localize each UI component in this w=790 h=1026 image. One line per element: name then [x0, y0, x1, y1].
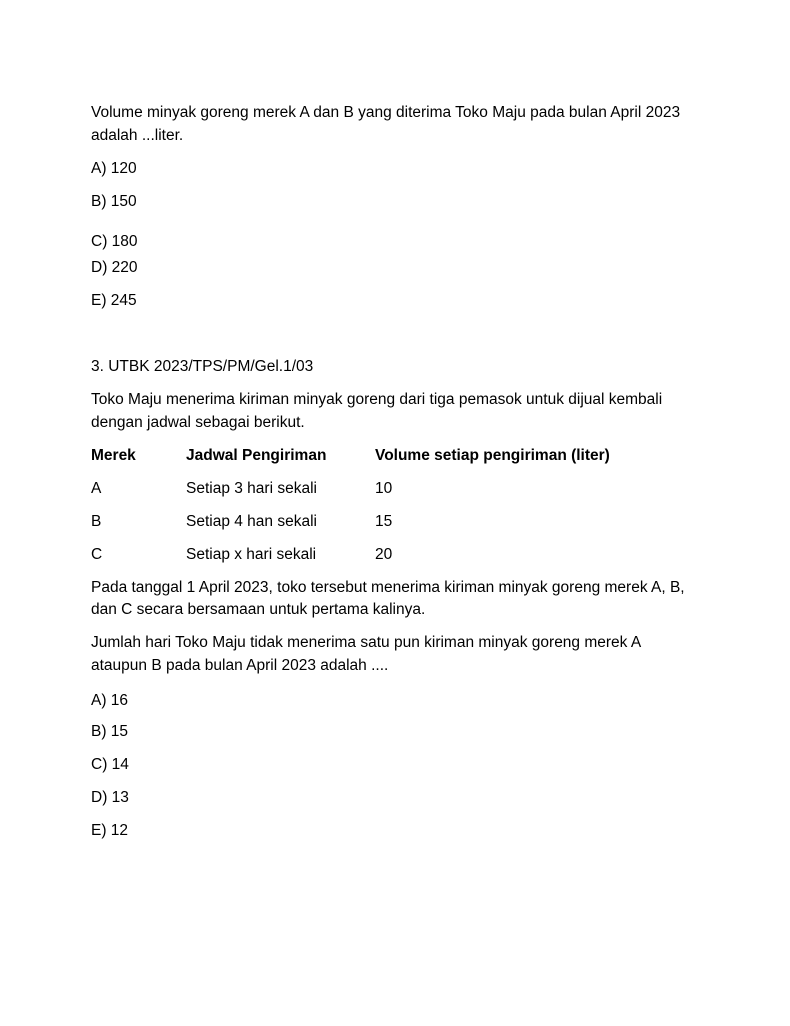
- q2-option-c: C) 180: [91, 233, 138, 250]
- q3-para2-line-1: Jumlah hari Toko Maju tidak menerima satu pun kiriman minyak goreng merek A: [91, 634, 642, 651]
- table-cell-volume: 20: [375, 546, 393, 563]
- q3-para2-line-2: ataupun B pada bulan April 2023 adalah ....: [91, 657, 389, 674]
- q3-code: 3. UTBK 2023/TPS/PM/Gel.1/03: [91, 358, 314, 375]
- table-header-jadwal: Jadwal Pengiriman: [186, 447, 327, 464]
- q3-option-b: B) 15: [91, 723, 129, 740]
- q2-option-b: B) 150: [91, 193, 137, 210]
- table-cell-volume: 10: [375, 480, 393, 497]
- q2-stem-line-2: adalah ...liter.: [91, 127, 184, 144]
- q2-option-d: D) 220: [91, 259, 138, 276]
- q3-para1-line-2: dan C secara bersamaan untuk pertama kalinya.: [91, 601, 426, 618]
- q3-para1-line-1: Pada tanggal 1 April 2023, toko tersebut menerima kiriman minyak goreng merek A, B,: [91, 579, 685, 596]
- table-cell-merek: B: [91, 513, 102, 530]
- q2-stem-line-1: Volume minyak goreng merek A dan B yang diterima Toko Maju pada bulan April 2023: [91, 104, 681, 121]
- table-cell-jadwal: Setiap x hari sekali: [186, 546, 317, 563]
- table-cell-volume: 15: [375, 513, 393, 530]
- q3-option-d: D) 13: [91, 789, 129, 806]
- table-cell-merek: C: [91, 546, 103, 563]
- q2-option-e: E) 245: [91, 292, 137, 309]
- q3-option-c: C) 14: [91, 756, 129, 773]
- q2-option-a: A) 120: [91, 160, 137, 177]
- q3-intro-line-1: Toko Maju menerima kiriman minyak goreng dari tiga pemasok untuk dijual kembali: [91, 391, 663, 408]
- table-header-volume: Volume setiap pengiriman (liter): [375, 447, 610, 464]
- q3-intro-line-2: dengan jadwal sebagai berikut.: [91, 414, 305, 431]
- table-cell-jadwal: Setiap 4 han sekali: [186, 513, 317, 530]
- q3-option-e: E) 12: [91, 822, 129, 839]
- table-header-merek: Merek: [91, 447, 136, 464]
- q3-option-a: A) 16: [91, 692, 129, 709]
- table-cell-jadwal: Setiap 3 hari sekali: [186, 480, 317, 497]
- table-cell-merek: A: [91, 480, 102, 497]
